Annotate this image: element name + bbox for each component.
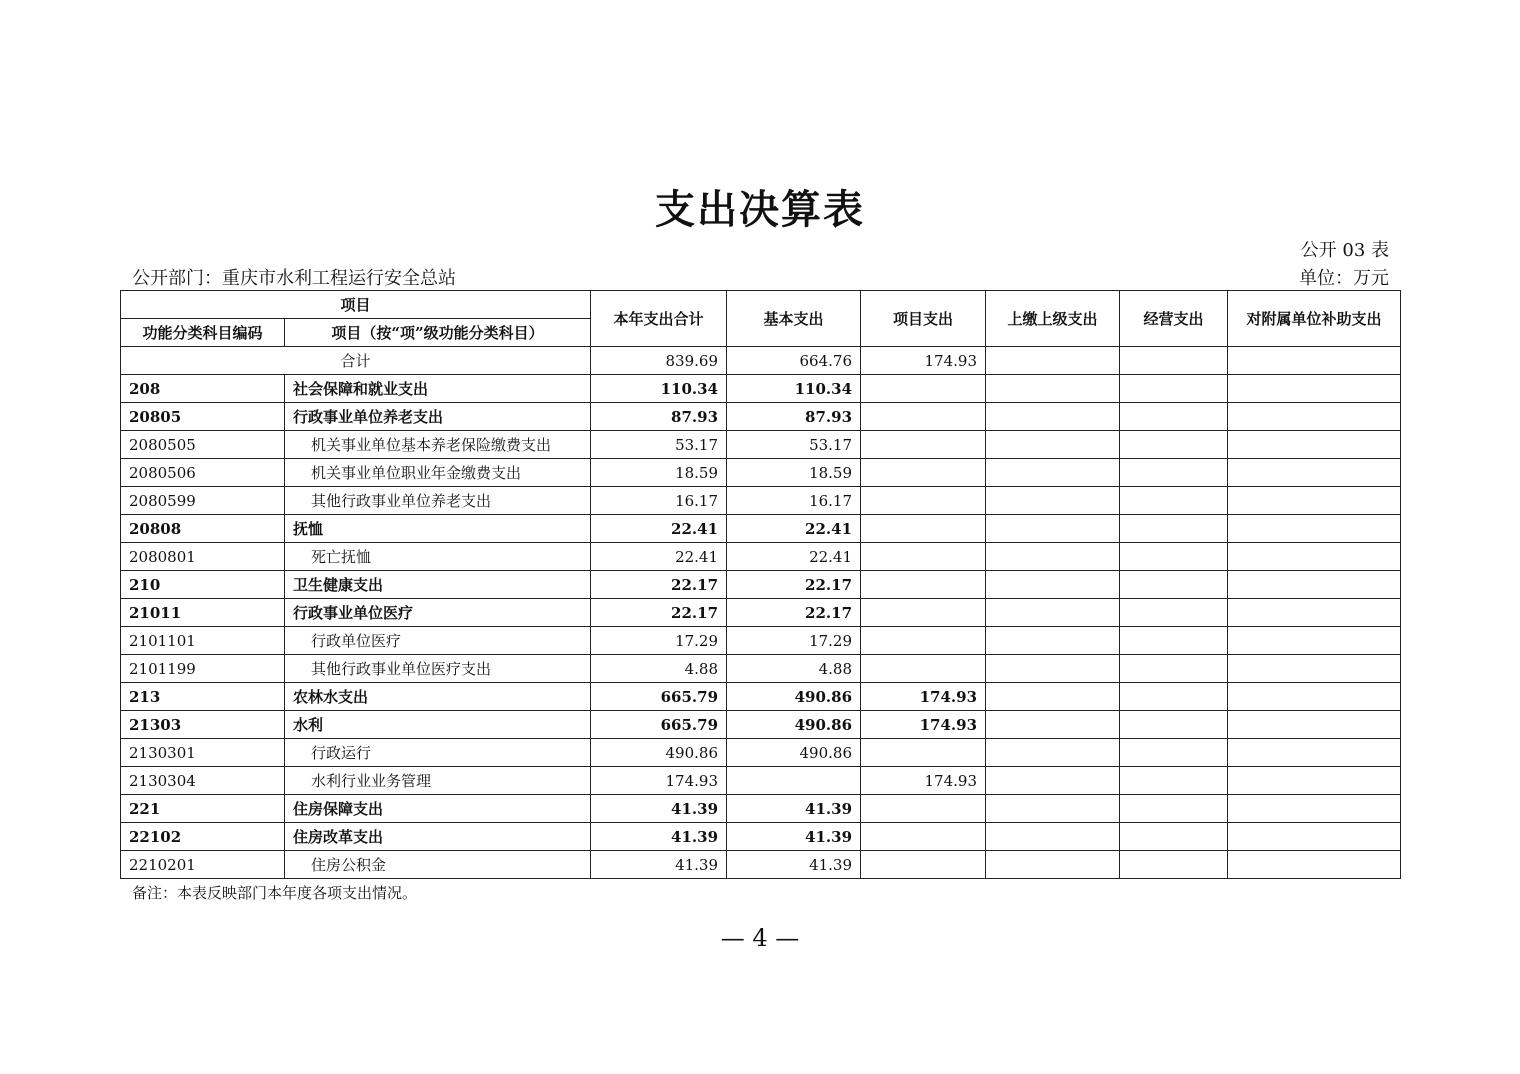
header-upper: 上缴上级支出 xyxy=(986,291,1120,347)
row-project xyxy=(861,627,986,655)
table-row xyxy=(121,571,1401,599)
row-project xyxy=(861,795,986,823)
row-code: 21011 xyxy=(121,599,285,627)
table-row xyxy=(121,851,1401,879)
table-row xyxy=(121,795,1401,823)
row-code: 2080505 xyxy=(121,431,285,459)
row-total: 665.79 xyxy=(591,711,727,739)
row-basic: 22.17 xyxy=(727,571,861,599)
row-business xyxy=(1120,459,1228,487)
row-basic: 490.86 xyxy=(727,739,861,767)
row-project xyxy=(861,431,986,459)
row-name: 住房改革支出 xyxy=(285,823,591,851)
row-upper xyxy=(986,683,1120,711)
row-upper xyxy=(986,403,1120,431)
row-business xyxy=(1120,487,1228,515)
row-subsidy xyxy=(1228,403,1401,431)
row-project xyxy=(861,543,986,571)
row-business xyxy=(1120,711,1228,739)
row-basic: 53.17 xyxy=(727,431,861,459)
row-basic xyxy=(727,767,861,795)
row-project xyxy=(861,375,986,403)
row-total: 22.41 xyxy=(591,515,727,543)
row-code: 2101101 xyxy=(121,627,285,655)
row-upper xyxy=(986,459,1120,487)
row-name: 死亡抚恤 xyxy=(285,543,591,571)
row-business xyxy=(1120,515,1228,543)
table-row xyxy=(121,823,1401,851)
row-code: 208 xyxy=(121,375,285,403)
row-project xyxy=(861,823,986,851)
row-project xyxy=(861,459,986,487)
row-business xyxy=(1120,823,1228,851)
row-basic: 22.41 xyxy=(727,515,861,543)
table-row xyxy=(121,543,1401,571)
row-business xyxy=(1120,627,1228,655)
form-number: 公开 03 表 xyxy=(1300,240,1389,261)
row-upper xyxy=(986,543,1120,571)
row-subsidy xyxy=(1228,599,1401,627)
row-subsidy xyxy=(1228,795,1401,823)
row-business xyxy=(1120,599,1228,627)
row-total: 665.79 xyxy=(591,683,727,711)
row-upper xyxy=(986,487,1120,515)
row-name: 其他行政事业单位医疗支出 xyxy=(285,655,591,683)
row-code: 20805 xyxy=(121,403,285,431)
row-basic: 87.93 xyxy=(727,403,861,431)
row-subsidy xyxy=(1228,655,1401,683)
row-business xyxy=(1120,655,1228,683)
page-number: — 4 — xyxy=(720,924,800,952)
row-business xyxy=(1120,543,1228,571)
row-name: 抚恤 xyxy=(285,515,591,543)
row-upper xyxy=(986,823,1120,851)
row-basic: 41.39 xyxy=(727,851,861,879)
table-row xyxy=(121,403,1401,431)
row-name: 农林水支出 xyxy=(285,683,591,711)
row-basic: 41.39 xyxy=(727,823,861,851)
row-basic: 490.86 xyxy=(727,711,861,739)
row-upper xyxy=(986,851,1120,879)
row-upper xyxy=(986,599,1120,627)
table-row xyxy=(121,711,1401,739)
row-total: 4.88 xyxy=(591,655,727,683)
row-upper xyxy=(986,627,1120,655)
row-basic: 22.41 xyxy=(727,543,861,571)
row-upper xyxy=(986,739,1120,767)
row-project xyxy=(861,515,986,543)
header-subsidy: 对附属单位补助支出 xyxy=(1228,291,1401,347)
row-name: 行政事业单位医疗 xyxy=(285,599,591,627)
row-code: 2080506 xyxy=(121,459,285,487)
row-code: 21303 xyxy=(121,711,285,739)
row-total: 41.39 xyxy=(591,823,727,851)
page-title: 支出决算表 xyxy=(655,186,865,233)
row-code: 2101199 xyxy=(121,655,285,683)
row-business xyxy=(1120,375,1228,403)
row-upper xyxy=(986,711,1120,739)
row-name: 机关事业单位职业年金缴费支出 xyxy=(285,459,591,487)
unit-label: 单位：万元 xyxy=(1299,268,1389,289)
row-project xyxy=(861,739,986,767)
row-upper xyxy=(986,571,1120,599)
row-name: 卫生健康支出 xyxy=(285,571,591,599)
row-code: 2080801 xyxy=(121,543,285,571)
row-total: 87.93 xyxy=(591,403,727,431)
row-basic: 4.88 xyxy=(727,655,861,683)
row-code: 2130304 xyxy=(121,767,285,795)
row-name: 水利 xyxy=(285,711,591,739)
row-subsidy xyxy=(1228,711,1401,739)
row-project xyxy=(861,851,986,879)
row-name: 住房保障支出 xyxy=(285,795,591,823)
row-total: 53.17 xyxy=(591,431,727,459)
row-business xyxy=(1120,795,1228,823)
table-row xyxy=(121,683,1401,711)
row-total: 41.39 xyxy=(591,795,727,823)
total-subsidy xyxy=(1228,347,1401,375)
row-name: 社会保障和就业支出 xyxy=(285,375,591,403)
row-code: 2130301 xyxy=(121,739,285,767)
row-subsidy xyxy=(1228,823,1401,851)
row-project: 174.93 xyxy=(861,711,986,739)
row-total: 490.86 xyxy=(591,739,727,767)
row-name: 住房公积金 xyxy=(285,851,591,879)
table-body xyxy=(121,347,1401,879)
row-total: 18.59 xyxy=(591,459,727,487)
row-basic: 41.39 xyxy=(727,795,861,823)
row-subsidy xyxy=(1228,739,1401,767)
row-name: 行政运行 xyxy=(285,739,591,767)
total-upper xyxy=(986,347,1120,375)
total-label: 合计 xyxy=(121,347,591,375)
table-row xyxy=(121,767,1401,795)
row-basic: 17.29 xyxy=(727,627,861,655)
row-name: 行政单位医疗 xyxy=(285,627,591,655)
row-name: 行政事业单位养老支出 xyxy=(285,403,591,431)
row-code: 22102 xyxy=(121,823,285,851)
header-code: 功能分类科目编码 xyxy=(121,319,285,347)
row-project xyxy=(861,599,986,627)
row-subsidy xyxy=(1228,571,1401,599)
row-subsidy xyxy=(1228,767,1401,795)
row-code: 20808 xyxy=(121,515,285,543)
total-business xyxy=(1120,347,1228,375)
row-business xyxy=(1120,683,1228,711)
row-business xyxy=(1120,431,1228,459)
header-project: 项目支出 xyxy=(861,291,986,347)
row-basic: 16.17 xyxy=(727,487,861,515)
total-project: 174.93 xyxy=(861,347,986,375)
total-basic: 664.76 xyxy=(727,347,861,375)
row-subsidy xyxy=(1228,851,1401,879)
row-upper xyxy=(986,375,1120,403)
total-total: 839.69 xyxy=(591,347,727,375)
row-upper xyxy=(986,431,1120,459)
row-upper xyxy=(986,515,1120,543)
row-basic: 110.34 xyxy=(727,375,861,403)
row-total: 22.17 xyxy=(591,571,727,599)
department-label: 公开部门：重庆市水利工程运行安全总站 xyxy=(132,268,456,289)
row-total: 174.93 xyxy=(591,767,727,795)
row-total: 22.17 xyxy=(591,599,727,627)
row-name: 其他行政事业单位养老支出 xyxy=(285,487,591,515)
row-business xyxy=(1120,739,1228,767)
header-total: 本年支出合计 xyxy=(591,291,727,347)
row-subsidy xyxy=(1228,543,1401,571)
row-basic: 490.86 xyxy=(727,683,861,711)
row-project: 174.93 xyxy=(861,683,986,711)
total-row xyxy=(121,347,1401,375)
row-total: 16.17 xyxy=(591,487,727,515)
row-code: 213 xyxy=(121,683,285,711)
row-business xyxy=(1120,403,1228,431)
expenditure-table xyxy=(120,290,1401,879)
table-row xyxy=(121,739,1401,767)
table-row xyxy=(121,515,1401,543)
row-subsidy xyxy=(1228,431,1401,459)
row-code: 221 xyxy=(121,795,285,823)
table-row xyxy=(121,375,1401,403)
header-basic: 基本支出 xyxy=(727,291,861,347)
table-row xyxy=(121,655,1401,683)
row-basic: 22.17 xyxy=(727,599,861,627)
row-total: 22.41 xyxy=(591,543,727,571)
table-note: 备注：本表反映部门本年度各项支出情况。 xyxy=(132,884,418,902)
row-upper xyxy=(986,767,1120,795)
row-total: 41.39 xyxy=(591,851,727,879)
row-subsidy xyxy=(1228,459,1401,487)
row-code: 2210201 xyxy=(121,851,285,879)
header-business: 经营支出 xyxy=(1120,291,1228,347)
row-subsidy xyxy=(1228,515,1401,543)
row-subsidy xyxy=(1228,627,1401,655)
row-project xyxy=(861,403,986,431)
header-project-group: 项目 xyxy=(121,291,591,319)
row-code: 2080599 xyxy=(121,487,285,515)
row-subsidy xyxy=(1228,375,1401,403)
row-project xyxy=(861,655,986,683)
header-name: 项目（按“项”级功能分类科目） xyxy=(285,319,591,347)
table-row xyxy=(121,431,1401,459)
row-upper xyxy=(986,795,1120,823)
table-row xyxy=(121,459,1401,487)
row-project: 174.93 xyxy=(861,767,986,795)
row-subsidy xyxy=(1228,683,1401,711)
row-business xyxy=(1120,851,1228,879)
table-row xyxy=(121,487,1401,515)
row-name: 水利行业业务管理 xyxy=(285,767,591,795)
row-code: 210 xyxy=(121,571,285,599)
row-name: 机关事业单位基本养老保险缴费支出 xyxy=(285,431,591,459)
row-total: 110.34 xyxy=(591,375,727,403)
row-basic: 18.59 xyxy=(727,459,861,487)
row-business xyxy=(1120,571,1228,599)
row-total: 17.29 xyxy=(591,627,727,655)
row-upper xyxy=(986,655,1120,683)
table-row xyxy=(121,599,1401,627)
row-project xyxy=(861,571,986,599)
row-project xyxy=(861,487,986,515)
table-row xyxy=(121,627,1401,655)
row-business xyxy=(1120,767,1228,795)
row-subsidy xyxy=(1228,487,1401,515)
